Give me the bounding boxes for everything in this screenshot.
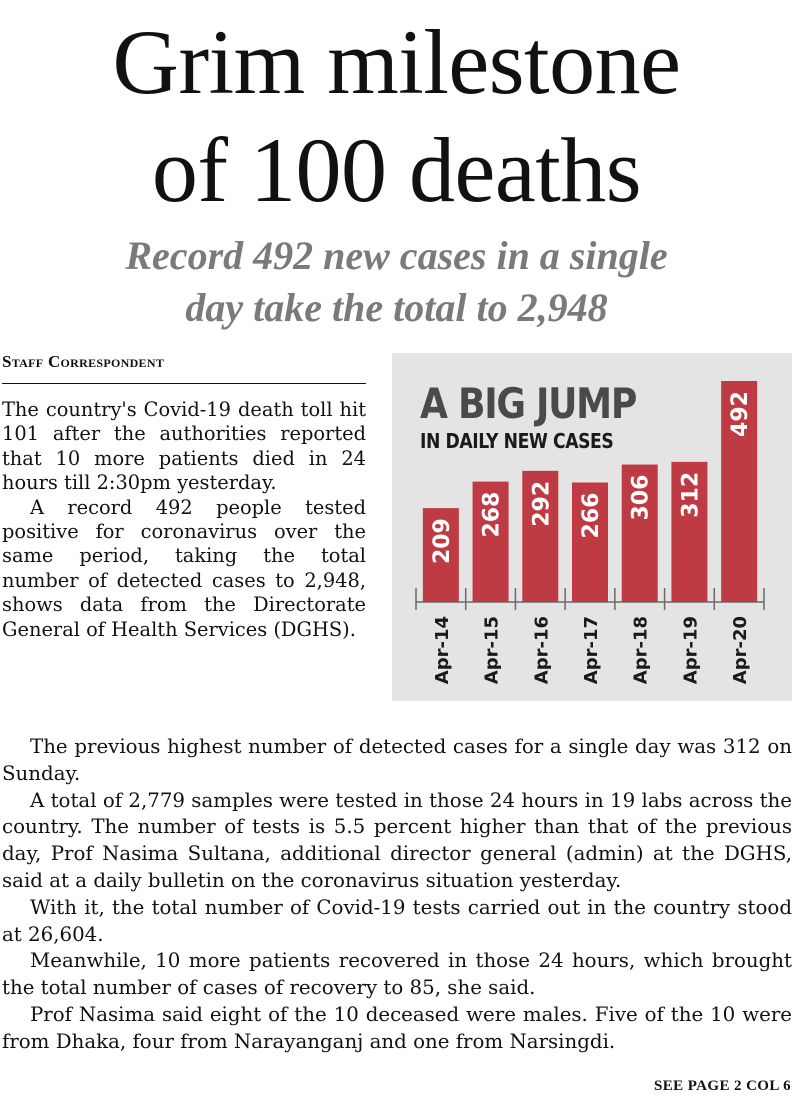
article-paragraph-4: A total of 2,779 samples were tested in those 24 hours in 19 labs across the country. The number of tests is 5.5 percent higher than that of the previous day, Prof Nasima Sultana, additional director general (admin) at the DGHS, said at a daily bulletin on the coronavirus situation yesterday. (2, 788, 792, 892)
article-paragraph-1: The country's Covid-19 death toll hit 101 after the authorities reported that 10 more patients died in 24 hours till 2:30pm yesterday. (2, 398, 366, 495)
headline (0, 8, 793, 224)
article-paragraph-2: A record 492 people tested positive for coronavirus over the same period, taking the total number of detected cases to 2,948, shows data from the Directorate General of Health Services (DGHS). (2, 495, 366, 641)
subheadline-line-2: day take the total to 2,948 (185, 285, 608, 330)
chart-subtitle: IN DAILY NEW CASES (420, 429, 614, 453)
article-paragraph-7: Prof Nasima said eight of the 10 deceased were males. Five of the 10 were from Dhaka, four from Narayanganj and one from Narsingdi. (2, 1002, 792, 1053)
bar-value-label: 209 (429, 518, 455, 565)
bar-value-label: 492 (728, 391, 754, 437)
bar-value-label: 312 (678, 471, 704, 518)
continuation-note: SEE PAGE 2 COL 6 (654, 1078, 791, 1094)
byline: Staff Correspondent (2, 352, 165, 371)
x-tick-label: Apr-19 (680, 616, 702, 685)
subheadline-line-1: Record 492 new cases in a single (125, 233, 668, 278)
bar-chart-graphic (392, 353, 792, 701)
x-tick-label: Apr-18 (630, 616, 652, 685)
bar-value-label: 266 (579, 492, 604, 539)
bar-value-label: 292 (529, 480, 555, 527)
x-tick-label: Apr-20 (730, 616, 752, 685)
article-paragraph-3: The previous highest number of detected cases for a single day was 312 on Sunday. (2, 735, 792, 785)
x-tick-label: Apr-16 (531, 616, 553, 685)
x-tick-label: Apr-14 (431, 616, 453, 685)
headline-line-2: of 100 deaths (151, 119, 642, 221)
article-column-narrow (2, 398, 366, 642)
subheadline (0, 230, 793, 334)
headline-line-1: Grim milestone (112, 11, 681, 113)
article-paragraph-5: With it, the total number of Covid-19 tests carried out in the country stood at 26,604. (2, 895, 792, 946)
article-column-full (2, 734, 792, 1056)
bar-value-label: 268 (479, 491, 505, 538)
x-tick-label: Apr-15 (481, 616, 503, 685)
byline-divider (2, 383, 366, 384)
x-tick-label: Apr-17 (581, 616, 602, 685)
bar-value-label: 306 (628, 474, 654, 521)
article-paragraph-6: Meanwhile, 10 more patients recovered in those 24 hours, which brought the total number of cases of recovery to 85, she said. (2, 949, 792, 1000)
chart-title: A BIG JUMP (420, 379, 637, 428)
